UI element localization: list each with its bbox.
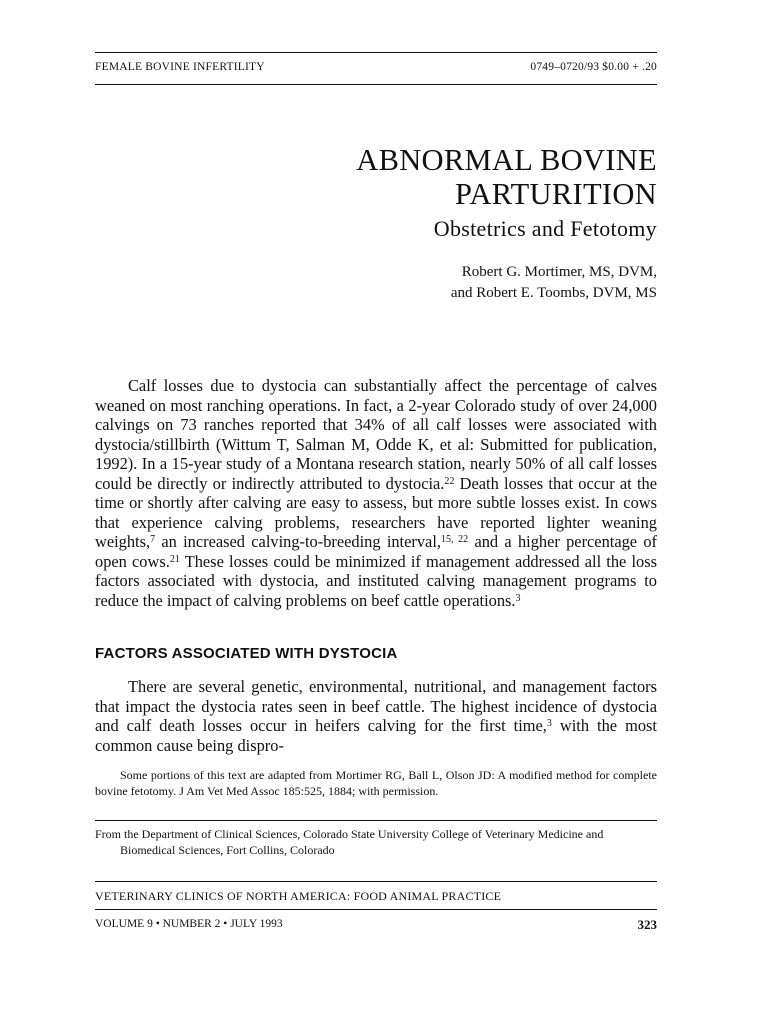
intro-text: and a higher percentage of open cows. (95, 532, 658, 571)
volume-issue-date: VOLUME 9 • NUMBER 2 • JULY 1993 (95, 918, 283, 930)
footnote (95, 767, 657, 799)
article-title (257, 143, 657, 211)
title-line-1: ABNORMAL BOVINE (356, 143, 657, 177)
top-rule (95, 52, 657, 53)
title-line-2: PARTURITION (455, 177, 657, 211)
reference-superscript: 15, 22 (440, 534, 469, 545)
affiliation-text: From the Department of Clinical Sciences, Colorado State University College of Veterinary Medicine and Biomedical Sciences, Fort Collins, Colorado (95, 827, 604, 857)
reference-superscript: 7 (150, 534, 156, 545)
journal-title: VETERINARY CLINICS OF NORTH AMERICA: FOOD ANIMAL PRACTICE (95, 889, 502, 903)
authors (451, 262, 657, 304)
section-heading: FACTORS ASSOCIATED WITH DYSTOCIA (95, 645, 398, 662)
running-head-right: 0749–0720/93 $0.00 + .20 (530, 61, 657, 73)
intro-paragraph (95, 376, 657, 610)
intro-text: Death losses that occur at the time or shortly after calving are easy to assess, but more subtle losses exist. In cows that experience calving problems, researchers have reported lighter weaning weights, (95, 473, 657, 551)
reference-superscript: 3 (515, 592, 521, 604)
section-text: with the most common cause being dispro- (95, 716, 657, 755)
affiliation (95, 826, 657, 858)
section-paragraph (95, 677, 657, 755)
intro-text: an increased calving-to-breeding interval, (155, 532, 441, 551)
header-rule (95, 84, 657, 85)
footnote-text: Some portions of this text are adapted from Mortimer RG, Ball L, Olson JD: A modified method for complete bovine fetotomy. J Am Vet Med Assoc 185:525, 1884; with permission. (95, 768, 657, 798)
page-number: 323 (637, 917, 657, 932)
authors-line-2: and Robert E. Toombs, DVM, MS (450, 285, 657, 301)
section-text: There are several genetic, environmental, nutritional, and management factors that impact the dystocia rates seen in beef cattle. The highest incidence of dystocia and calf death losses occur in heifers calving for the first time, (95, 677, 657, 735)
reference-superscript: 22 (444, 475, 455, 487)
article-page (95, 0, 657, 1024)
intro-text: Calf losses due to dystocia can substantially affect the percentage of calves weaned on most ranching operations. In fact, a 2-year Colorado study of over 24,000 calvings on 73 ranches reported that 34% of all calf losses were associated with dystocia/stillbirth (Wittum T, Salman M, Odde K, et al: Submitted for publication, 1992). In a 15-year study of a Montana research station, nearly 50% of all calf losses could be directly or indirectly attributed to dystocia. (95, 376, 657, 493)
article-subtitle: Obstetrics and Fetotomy (433, 216, 657, 241)
journal-rule (95, 909, 657, 910)
authors-line-1: Robert G. Mortimer, MS, DVM, (461, 264, 657, 280)
affiliation-rule (95, 820, 657, 821)
intro-text: These losses could be minimized if management addressed all the loss factors associated with dystocia, and instituted calving management programs to reduce the impact of calving problems on beef cattle operations. (95, 551, 657, 610)
footer-rule (95, 881, 657, 882)
reference-superscript: 3 (546, 718, 552, 729)
reference-superscript: 21 (169, 553, 180, 565)
running-head-left: FEMALE BOVINE INFERTILITY (95, 61, 265, 73)
